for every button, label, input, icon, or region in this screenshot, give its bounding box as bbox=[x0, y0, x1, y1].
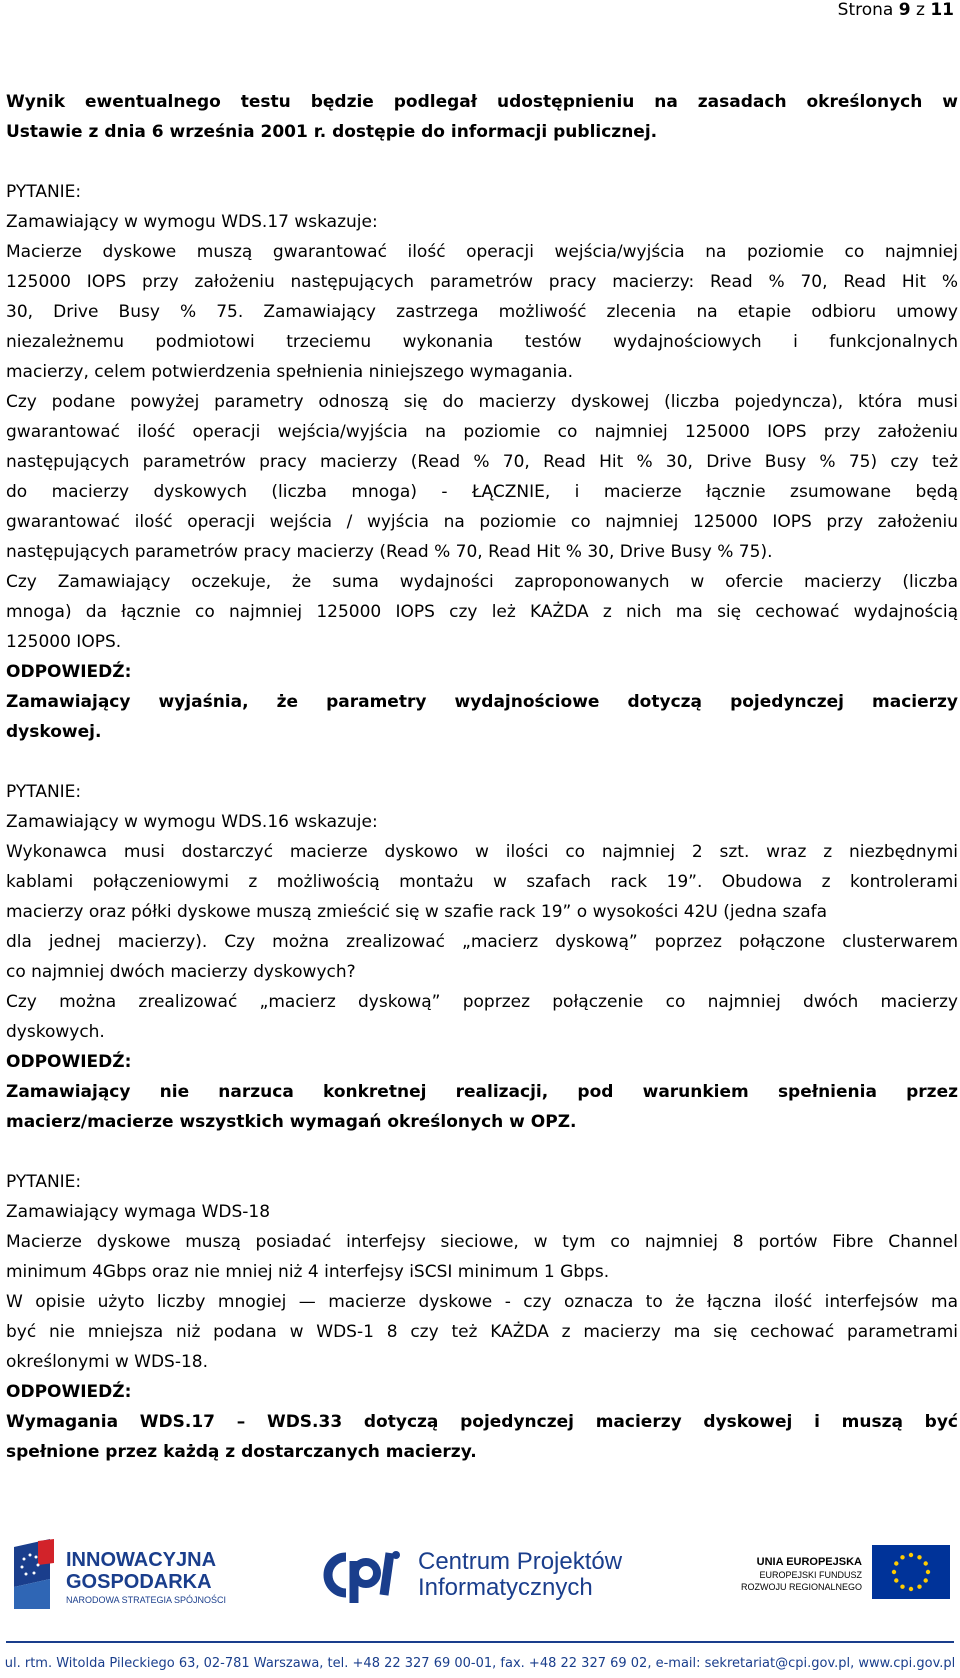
q2-line: Wykonawca musi dostarczyć macierze dyskowo w ilości co najmniej 2 szt. wraz z niezbędnymi bbox=[6, 842, 958, 862]
q3-line: W opisie użyto liczby mnogiej — macierze dyskowe - czy oznacza to że łączna ilość interfejsów ma bbox=[6, 1292, 958, 1312]
q1-line: macierzy, celem potwierdzenia spełnienia niniejszego wymagania. bbox=[6, 362, 574, 382]
q2-line: co najmniej dwóch macierzy dyskowych? bbox=[6, 962, 356, 982]
q3-label: PYTANIE: bbox=[6, 1172, 82, 1192]
eu-logo bbox=[722, 1545, 954, 1605]
cpi-line-2: Informatycznych bbox=[418, 1574, 593, 1601]
q1-line: Czy podane powyżej parametry odnoszą się do macierzy dyskowej (liczba pojedyncza), która musi bbox=[6, 392, 958, 412]
eu-line-3: ROZWOJU REGIONALNEGO bbox=[740, 1582, 862, 1592]
q1-answer-line: dyskowej. bbox=[6, 722, 102, 742]
q1-ref: Zamawiający w wymogu WDS.17 wskazuje: bbox=[6, 212, 378, 232]
eu-flag-icon bbox=[872, 1545, 950, 1599]
page-separator: z bbox=[915, 0, 925, 20]
footer-address: ul. rtm. Witolda Pileckiego 63, 02-781 Warszawa, tel. +48 22 327 69 00-01, fax. +48 22 327 69 02, e-mail: sekretariat@cpi.gov.pl, www.cpi.gov.pl bbox=[4, 1656, 956, 1671]
page-number bbox=[838, 0, 954, 20]
q2-answer-label: ODPOWIEDŹ: bbox=[6, 1052, 132, 1072]
q3-answer-line: Wymagania WDS.17 – WDS.33 dotyczą pojedynczej macierzy dyskowej i muszą być bbox=[6, 1412, 958, 1432]
q3-answer-line: spełnione przez każdą z dostarczanych macierzy. bbox=[6, 1442, 477, 1462]
footer-divider bbox=[6, 1641, 954, 1643]
page-total: 11 bbox=[930, 0, 954, 20]
page-current: 9 bbox=[898, 0, 911, 20]
cpi-line-1: Centrum Projektów bbox=[418, 1548, 623, 1575]
q3-line: określonymi w WDS-18. bbox=[6, 1352, 208, 1372]
footer-logos bbox=[0, 1535, 960, 1615]
ig-line-1: INNOWACYJNA bbox=[66, 1549, 217, 1571]
q1-answer-label: ODPOWIEDŹ: bbox=[6, 662, 132, 682]
q2-label: PYTANIE: bbox=[6, 782, 82, 802]
q2-ref: Zamawiający w wymogu WDS.16 wskazuje: bbox=[6, 812, 378, 832]
cpi-emblem-icon bbox=[318, 1545, 408, 1605]
q2-line: kablami połączeniowymi z możliwością montażu w szafach rack 19”. Obudowa z kontrolerami bbox=[6, 872, 958, 892]
innowacyjna-gospodarka-logo bbox=[10, 1539, 260, 1611]
q3-answer-label: ODPOWIEDŹ: bbox=[6, 1382, 132, 1402]
ig-emblem-icon bbox=[10, 1539, 58, 1609]
q1-line: gwarantować ilość operacji wejścia/wyjścia na poziomie co najmniej 125000 IOPS przy założeniu bbox=[6, 422, 958, 442]
q1-line: Macierze dyskowe muszą gwarantować ilość operacji wejścia/wyjścia na poziomie co najmniej bbox=[6, 242, 958, 262]
q1-line: 125000 IOPS przy założeniu następujących parametrów pracy macierzy: Read % 70, Read Hit % bbox=[6, 272, 958, 292]
q1-line: 125000 IOPS. bbox=[6, 632, 122, 652]
eu-line-2: EUROPEJSKI FUNDUSZ bbox=[759, 1570, 862, 1580]
q2-line: Czy można zrealizować „macierz dyskową” poprzez połączenie co najmniej dwóch macierzy bbox=[6, 992, 958, 1012]
intro-line-1: Wynik ewentualnego testu będzie podlegał udostępnieniu na zasadach określonych w bbox=[6, 92, 958, 112]
q3-line: Macierze dyskowe muszą posiadać interfejsy sieciowe, w tym co najmniej 8 portów Fibre Channel bbox=[6, 1232, 958, 1252]
q2-answer-line: macierz/macierze wszystkich wymagań określonych w OPZ. bbox=[6, 1112, 577, 1132]
q3-line: minimum 4Gbps oraz nie mniej niż 4 interfejsy iSCSI minimum 1 Gbps. bbox=[6, 1262, 610, 1282]
q1-line: Czy Zamawiający oczekuje, że suma wydajności zaproponowanych w ofercie macierzy (liczba bbox=[6, 572, 958, 592]
page-prefix: Strona bbox=[837, 0, 894, 20]
q3-line: być nie mniejsza niż podana w WDS-1 8 czy też KAŻDA z macierzy ma się cechować parametrami bbox=[6, 1322, 958, 1342]
q1-line: 30, Drive Busy % 75. Zamawiający zastrzega możliwość zlecenia na etapie odbioru umowy bbox=[6, 302, 958, 322]
eu-line-1: UNIA EUROPEJSKA bbox=[756, 1556, 862, 1568]
q2-line: macierzy oraz półki dyskowe muszą zmieścić się w szafie rack 19” o wysokości 42U (jedna szafa bbox=[6, 902, 828, 922]
q2-line: dla jednej macierzy). Czy można zrealizować „macierz dyskową” poprzez połączone clusterwarem bbox=[6, 932, 958, 952]
q1-line: mnoga) da łącznie co najmniej 125000 IOPS czy leż KAŻDA z nich ma się cechować wydajnością bbox=[6, 602, 958, 622]
document-body bbox=[6, 87, 958, 1467]
q1-line: do macierzy dyskowych (liczba mnoga) - ŁĄCZNIE, i macierze łącznie zsumowane będą bbox=[6, 482, 958, 502]
q1-line: niezależnemu podmiotowi trzeciemu wykonania testów wydajnościowych i funkcjonalnych bbox=[6, 332, 958, 352]
cpi-logo bbox=[318, 1543, 648, 1609]
q1-line: gwarantować ilość operacji wejścia / wyjścia na poziomie co najmniej 125000 IOPS przy założeniu bbox=[6, 512, 958, 532]
q3-ref: Zamawiający wymaga WDS-18 bbox=[6, 1202, 271, 1222]
ig-line-3: NARODOWA STRATEGIA SPÓJNOŚCI bbox=[66, 1595, 227, 1605]
q1-label: PYTANIE: bbox=[6, 182, 82, 202]
q2-line: dyskowych. bbox=[6, 1022, 105, 1042]
ig-line-2: GOSPODARKA bbox=[66, 1571, 212, 1593]
q1-line: następujących parametrów pracy macierzy (Read % 70, Read Hit % 30, Drive Busy % 75). bbox=[6, 542, 773, 562]
q1-line: następujących parametrów pracy macierzy (Read % 70, Read Hit % 30, Drive Busy % 75) czy też bbox=[6, 452, 958, 472]
q1-answer-line: Zamawiający wyjaśnia, że parametry wydajnościowe dotyczą pojedynczej macierzy bbox=[6, 692, 958, 712]
intro-line-2: Ustawie z dnia 6 września 2001 r. dostępie do informacji publicznej. bbox=[6, 122, 658, 142]
q2-answer-line: Zamawiający nie narzuca konkretnej realizacji, pod warunkiem spełnienia przez bbox=[6, 1082, 958, 1102]
